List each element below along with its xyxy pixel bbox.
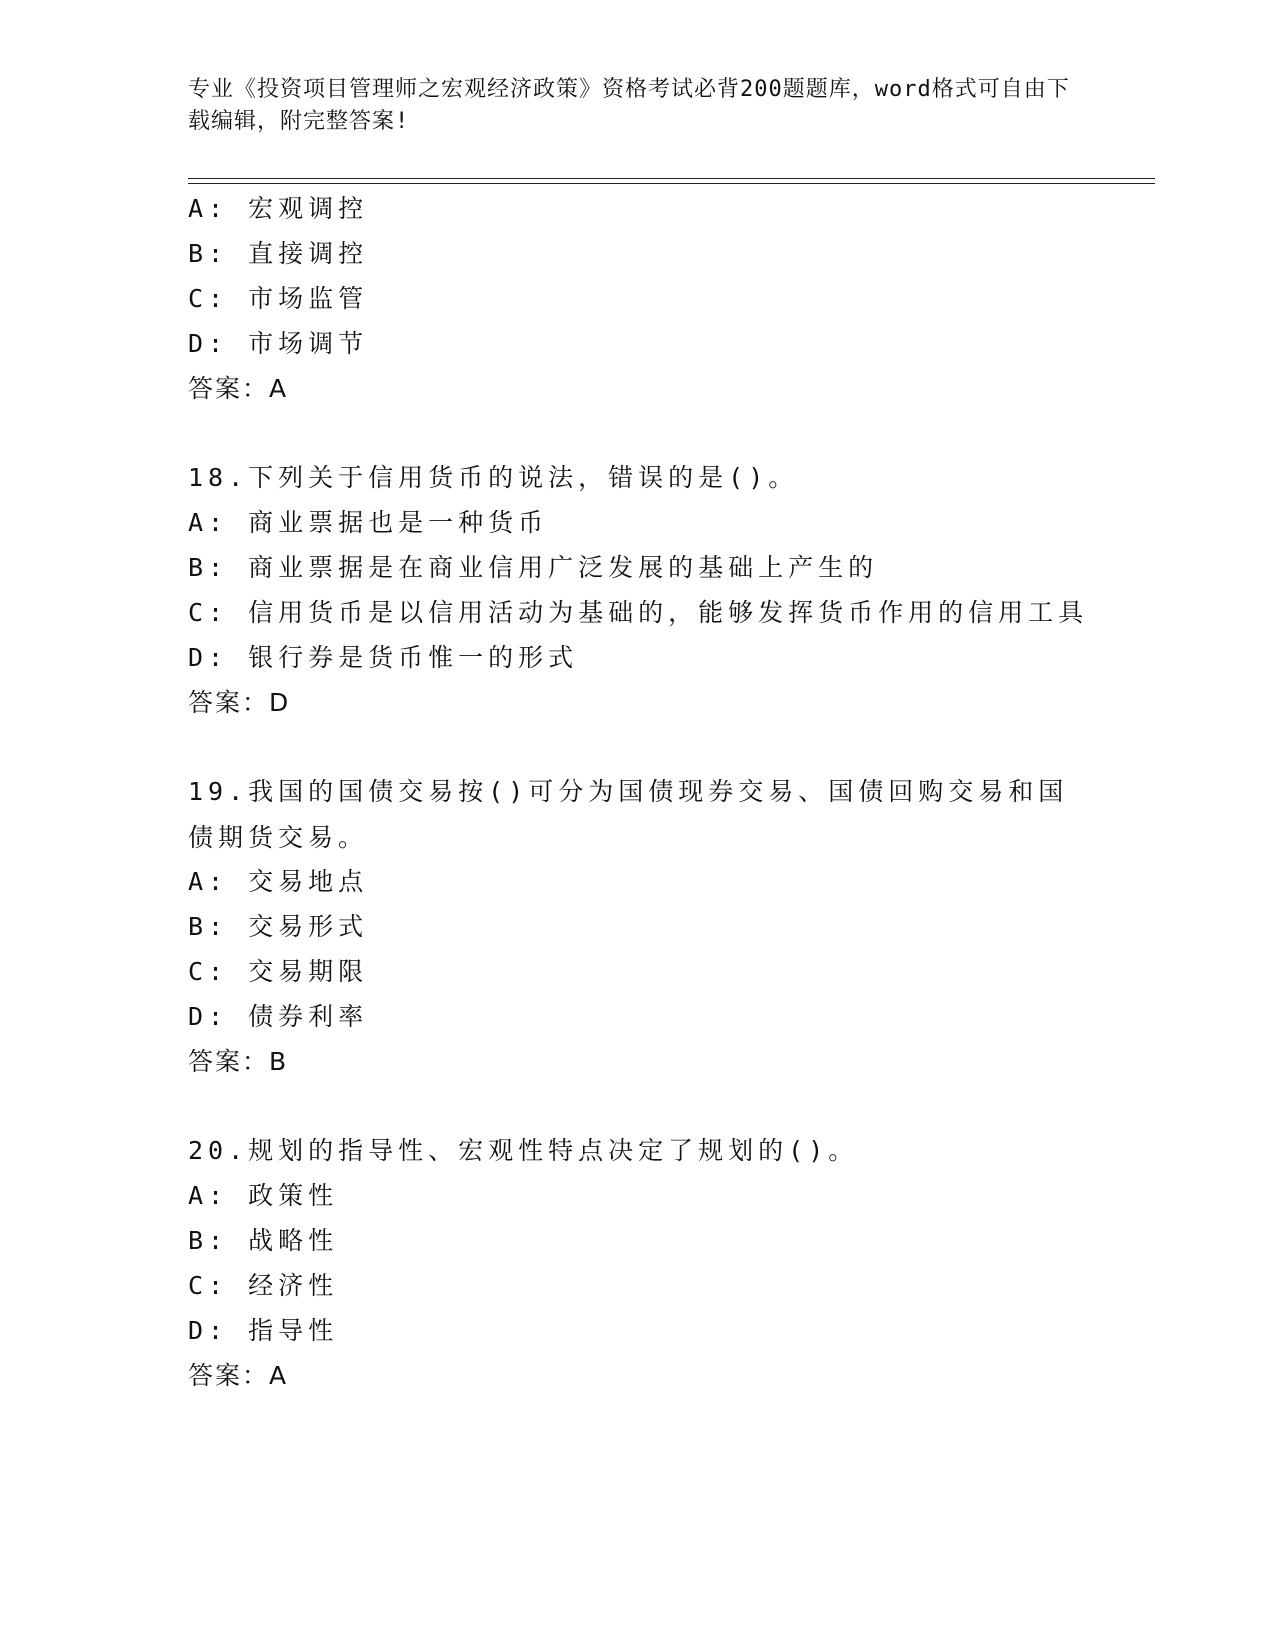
header-divider-bottom — [188, 183, 1155, 184]
header-divider-top — [188, 178, 1155, 179]
q18-option-c: C: 信用货币是以信用活动为基础的，能够发挥货币作用的信用工具 — [188, 598, 1089, 627]
q20-option-b: B: 战略性 — [188, 1226, 339, 1255]
q19-question: 19.我国的国债交易按()可分为国债现券交易、国债回购交易和国债期货交易。 — [188, 777, 1069, 852]
q17-option-d: D: 市场调节 — [188, 329, 369, 358]
q19-option-c: C: 交易期限 — [188, 957, 369, 986]
q20-question: 20.规划的指导性、宏观性特点决定了规划的()。 — [188, 1136, 859, 1165]
q18-option-a: A: 商业票据也是一种货币 — [188, 508, 549, 537]
q20-answer: 答案：A — [188, 1361, 289, 1390]
q18-question: 18.下列关于信用货币的说法，错误的是()。 — [188, 463, 799, 492]
q17-answer: 答案：A — [188, 374, 289, 403]
q20-option-d: D: 指导性 — [188, 1316, 339, 1345]
q19-option-b: B: 交易形式 — [188, 912, 369, 941]
q19-option-a: A: 交易地点 — [188, 867, 369, 896]
q20-option-a: A: 政策性 — [188, 1181, 339, 1210]
q18-option-d: D: 银行券是货币惟一的形式 — [188, 643, 579, 672]
q19-option-d: D: 债券利率 — [188, 1002, 369, 1031]
q18-option-b: B: 商业票据是在商业信用广泛发展的基础上产生的 — [188, 553, 879, 582]
q18-answer: 答案：D — [188, 688, 291, 717]
document-header: 专业《投资项目管理师之宏观经济政策》资格考试必背200题题库，word格式可自由下载编辑，附完整答案! — [188, 77, 1070, 134]
q17-option-a: A: 宏观调控 — [188, 194, 369, 223]
q17-option-c: C: 市场监管 — [188, 284, 369, 313]
q20-option-c: C: 经济性 — [188, 1271, 339, 1300]
q19-answer: 答案：B — [188, 1047, 289, 1076]
q17-option-b: B: 直接调控 — [188, 239, 369, 268]
